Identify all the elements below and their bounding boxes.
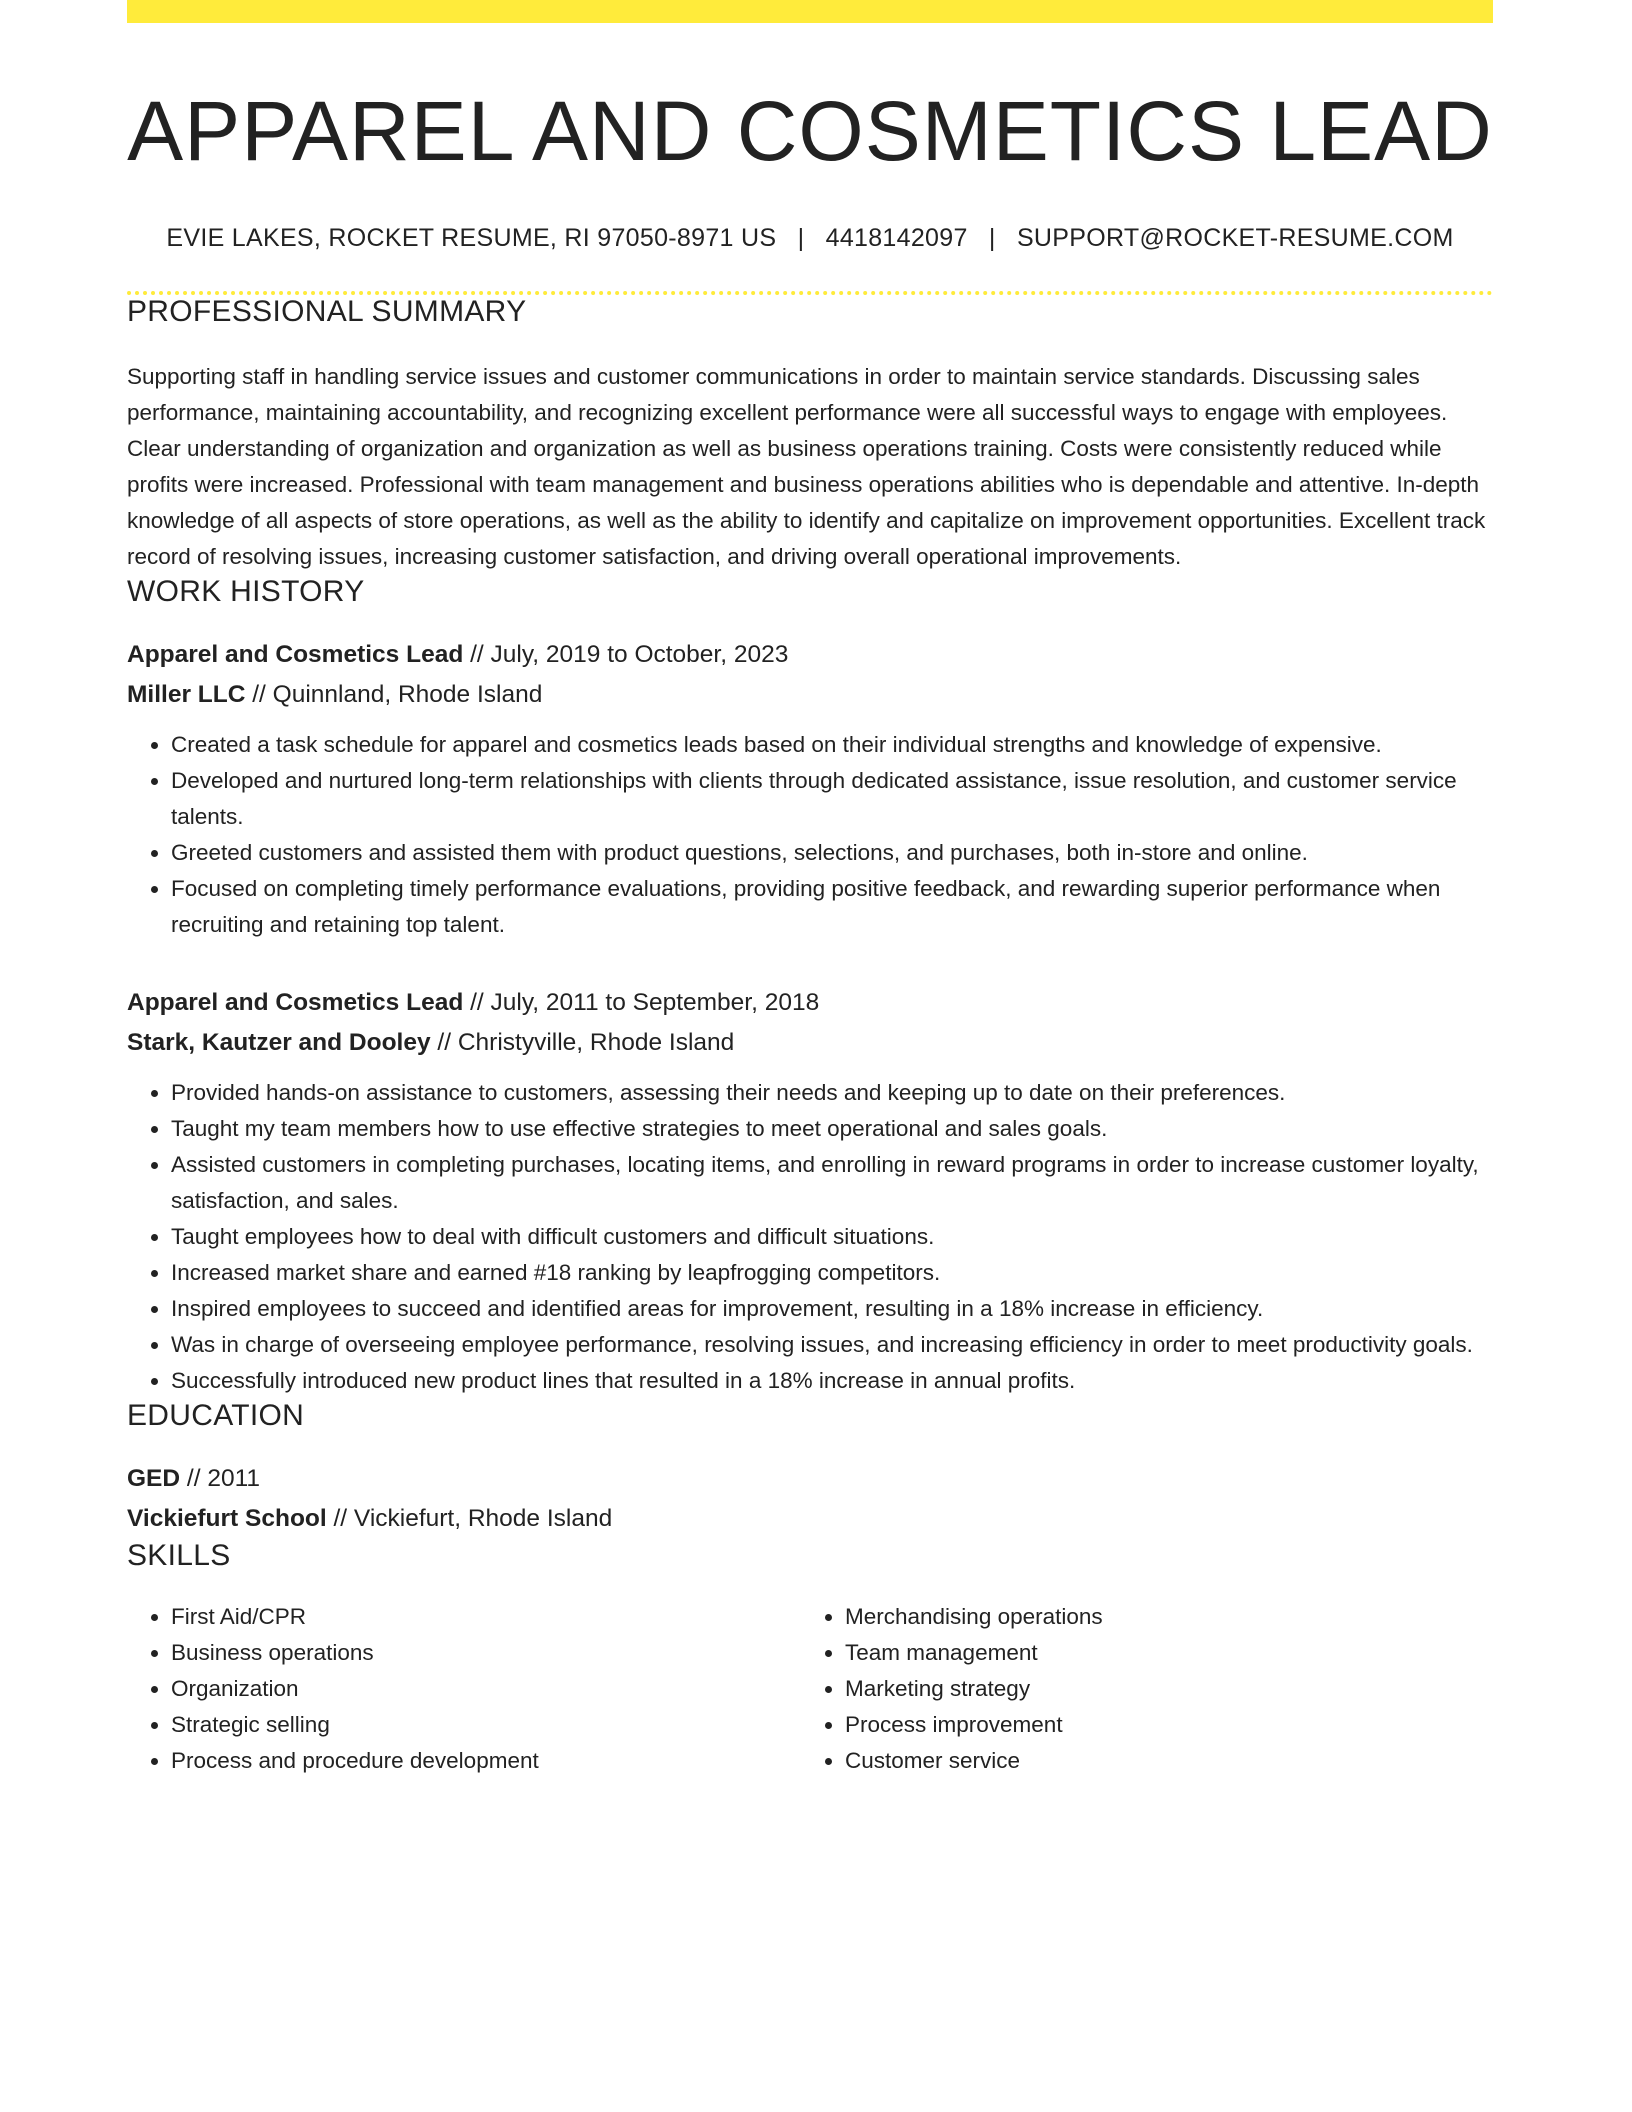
education-school: Vickiefurt School [127,1504,327,1532]
skill-item: • Strategic selling [171,1707,801,1743]
resume-title: APPAREL AND COSMETICS LEAD [127,84,1493,178]
skills-list-right [801,1599,1475,1779]
job-bullets [127,727,1493,943]
work-history-heading: WORK HISTORY [127,574,365,608]
job-company-line [127,1023,1493,1063]
resume-page [127,0,1493,1779]
accent-top-bar [127,0,1493,23]
skill-item: • Organization [171,1671,801,1707]
education-degree: GED [127,1464,181,1492]
education-location: // Vickiefurt, Rhode Island [333,1504,613,1532]
job-location: // Christyville, Rhode Island [437,1028,735,1056]
job-location: // Quinnland, Rhode Island [252,680,543,708]
education-heading: EDUCATION [127,1398,305,1432]
contact-separator: | [988,223,996,252]
job-bullet: • Focused on completing timely performance evaluations, providing positive feedback, and rewarding superior performance when recruiting and retaining top talent. [171,871,1493,943]
job-bullet: • Taught employees how to deal with difficult customers and difficult situations. [171,1219,1493,1255]
job-bullet: • Developed and nurtured long-term relationships with clients through dedicated assistance, issue resolution, and customer service talents. [171,763,1493,835]
skill-item: • Process improvement [845,1707,1475,1743]
skill-item: • Merchandising operations [845,1599,1475,1635]
skill-item: • Customer service [845,1743,1475,1779]
skills-list-left [127,1599,801,1779]
skills-heading: SKILLS [127,1538,231,1572]
summary-text: Supporting staff in handling service issues and customer communications in order to maintain service standards. Discussing sales performance, maintaining accountability, and recognizing excellent performance were all successful ways to engage with employees. Clear understanding of organization and organization as well as business operations training. Costs were consistently reduced while profits were increased. Professional with team management and business operations abilities who is dependable and attentive. In-depth knowledge of all aspects of store operations, as well as the ability to identify and capitalize on improvement opportunities. Excellent track record of resolving issues, increasing customer satisfaction, and driving overall operational improvements. [127,363,1486,569]
job-bullet: • Provided hands-on assistance to customers, assessing their needs and keeping up to date on their preferences. [171,1075,1493,1111]
job-bullet: • Taught my team members how to use effective strategies to meet operational and sales goals. [171,1111,1493,1147]
skill-item: • Marketing strategy [845,1671,1475,1707]
job-company: Stark, Kautzer and Dooley [127,1028,431,1056]
education-entry [127,1459,1493,1539]
contact-email: SUPPORT@ROCKET-RESUME.COM [1016,223,1454,252]
job-bullet: • Successfully introduced new product lines that resulted in a 18% increase in annual profits. [171,1363,1493,1399]
skills-columns [127,1599,1493,1779]
job-bullet: • Increased market share and earned #18 ranking by leapfrogging competitors. [171,1255,1493,1291]
job-bullet: • Inspired employees to succeed and identified areas for improvement, resulting in a 18% increase in efficiency. [171,1291,1493,1327]
job-bullet: • Assisted customers in completing purchases, locating items, and enrolling in reward programs in order to increase customer loyalty, satisfaction, and sales. [171,1147,1493,1219]
job-bullet: • Greeted customers and assisted them with product questions, selections, and purchases, both in-store and online. [171,835,1493,871]
job-title-line [127,635,1493,675]
contact-address: EVIE LAKES, ROCKET RESUME, RI 97050-8971 US [166,223,777,252]
contact-separator: | [797,223,805,252]
contact-line [127,224,1493,253]
job-company-line [127,675,1493,715]
job-bullets [127,1075,1493,1399]
job-entry [127,635,1493,943]
skill-item: • First Aid/CPR [171,1599,801,1635]
job-bullet: • Created a task schedule for apparel and cosmetics leads based on their individual strengths and knowledge of expensive. [171,727,1493,763]
contact-phone: 4418142097 [825,223,968,252]
job-dates: // July, 2011 to September, 2018 [470,988,820,1016]
skill-item: • Business operations [171,1635,801,1671]
skill-item: • Team management [845,1635,1475,1671]
job-title-line [127,983,1493,1023]
summary-heading: PROFESSIONAL SUMMARY [127,294,527,328]
education-school-line [127,1499,1493,1539]
education-degree-line [127,1459,1493,1499]
education-year: // 2011 [186,1464,261,1492]
job-dates: // July, 2019 to October, 2023 [470,640,789,668]
job-company: Miller LLC [127,680,246,708]
job-entry [127,983,1493,1399]
job-role: Apparel and Cosmetics Lead [127,988,464,1016]
job-role: Apparel and Cosmetics Lead [127,640,464,668]
skill-item: • Process and procedure development [171,1743,801,1779]
job-bullet: • Was in charge of overseeing employee performance, resolving issues, and increasing efficiency in order to meet productivity goals. [171,1327,1493,1363]
